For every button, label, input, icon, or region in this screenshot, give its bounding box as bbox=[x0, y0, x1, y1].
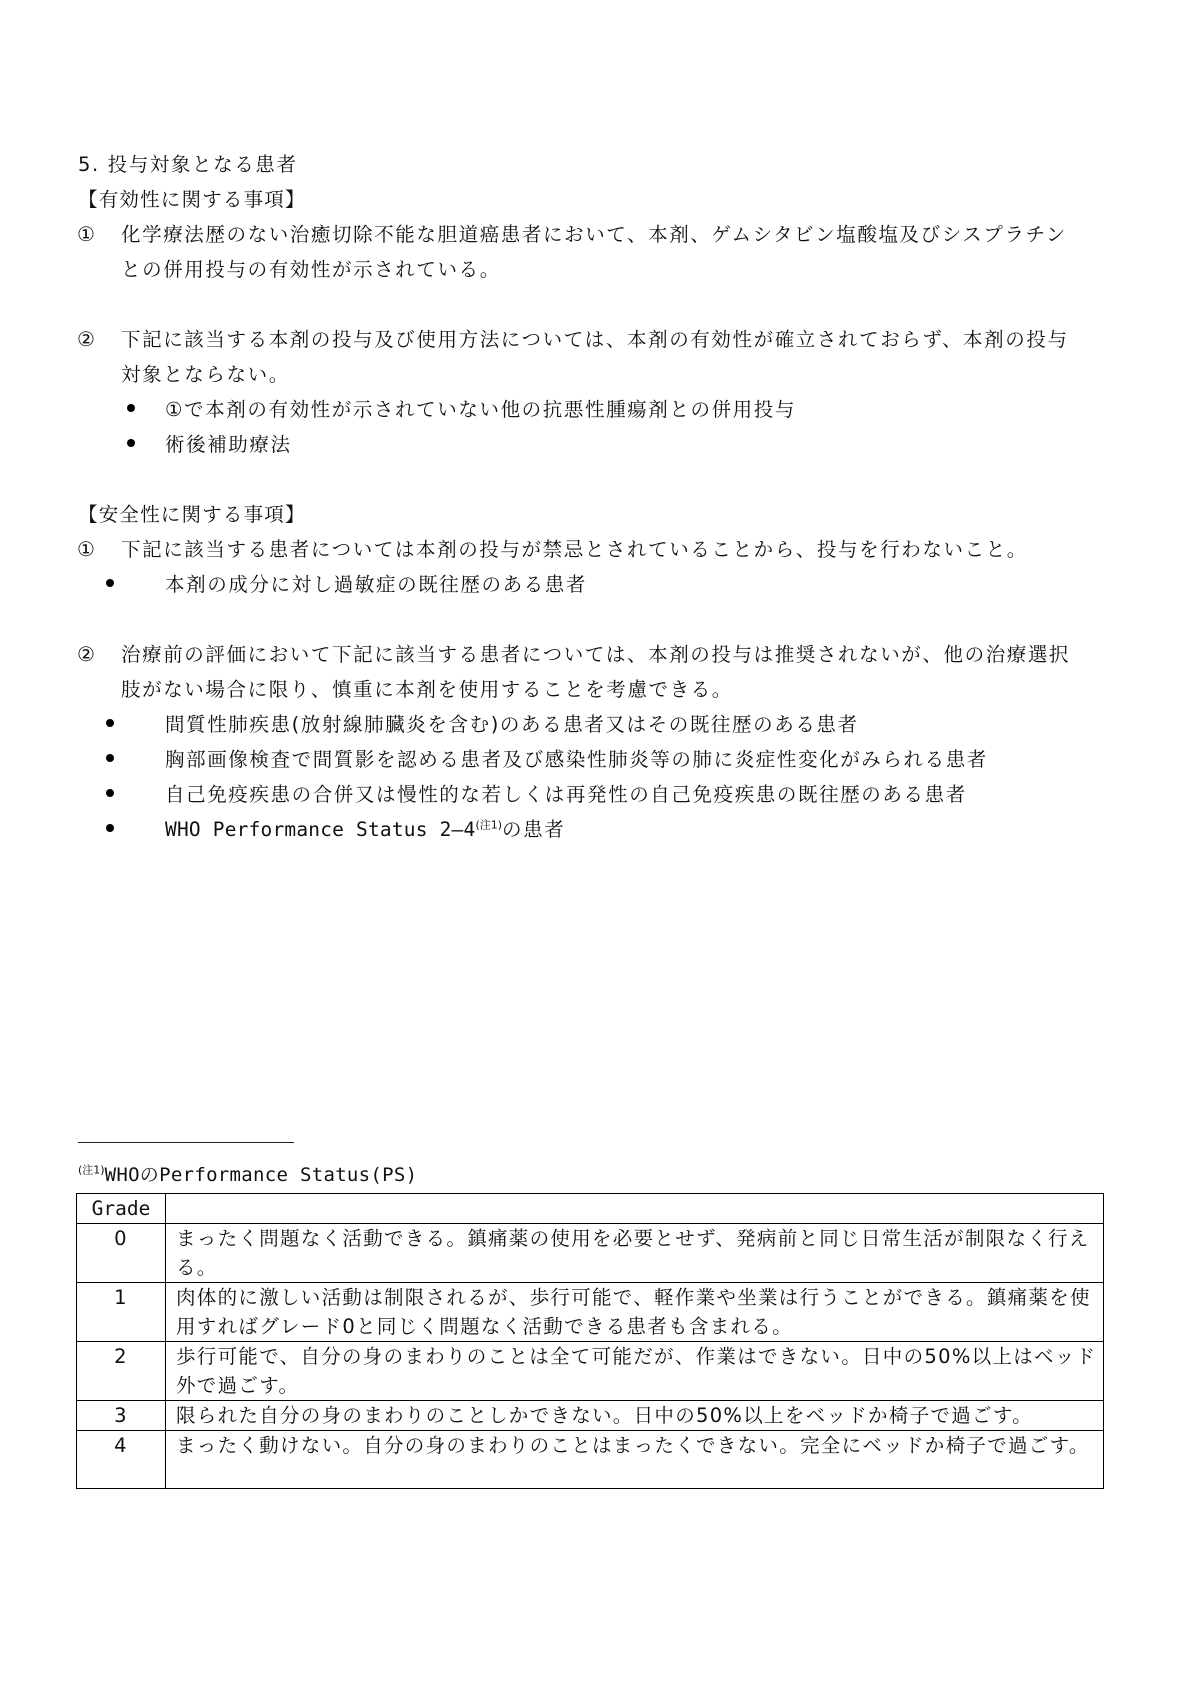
table-row bbox=[77, 1283, 1104, 1342]
grade-cell: 3 bbox=[77, 1401, 166, 1431]
efficacy-item-1-line-1: 化学療法歴のない治癒切除不能な胆道癌患者において、本剤、ゲムシタビン塩酸塩及びシスプラチン bbox=[121, 223, 1067, 246]
grade-cell: 4 bbox=[77, 1431, 166, 1489]
description-cell: まったく問題なく活動できる。鎮痛薬の使用を必要とせず、発病前と同じ日常生活が制限なく行える。 bbox=[166, 1224, 1104, 1283]
description-cell: 歩行可能で、自分の身のまわりのことは全て可能だが、作業はできない。日中の50%以上はベッド外で過ごす。 bbox=[166, 1342, 1104, 1401]
table-row bbox=[77, 1224, 1104, 1283]
section-title: 5. 投与対象となる患者 bbox=[78, 153, 298, 176]
efficacy-item-2-line-1: 下記に該当する本剤の投与及び使用方法については、本剤の有効性が確立されておらず、本剤の投与 bbox=[121, 328, 1069, 351]
efficacy-item-2-line-2: 対象とならない。 bbox=[121, 363, 290, 386]
footnote-separator bbox=[78, 1142, 294, 1143]
performance-status-table bbox=[76, 1193, 1104, 1489]
safety-heading: 【安全性に関する事項】 bbox=[78, 503, 306, 526]
bullet-icon bbox=[106, 789, 114, 797]
table-row bbox=[77, 1342, 1104, 1401]
safety-item-2-bullet-2: 胸部画像検査で間質影を認める患者及び感染性肺炎等の肺に炎症性変化がみられる患者 bbox=[165, 748, 988, 771]
item-marker: ① bbox=[77, 222, 95, 246]
efficacy-heading: 【有効性に関する事項】 bbox=[78, 188, 306, 211]
footnote-title-text: WHOのPerformance Status(PS) bbox=[104, 1164, 418, 1186]
table-row bbox=[77, 1431, 1104, 1489]
safety-item-2-line-1: 治療前の評価において下記に該当する患者については、本剤の投与は推奨されないが、他の治療選択 bbox=[121, 643, 1071, 666]
efficacy-item-1-line-2: との併用投与の有効性が示されている。 bbox=[121, 258, 501, 281]
item-marker: ② bbox=[77, 642, 95, 666]
grade-cell: 0 bbox=[77, 1224, 166, 1283]
item-marker: ② bbox=[77, 327, 95, 351]
safety-item-2-bullet-4 bbox=[165, 812, 565, 847]
bullet-icon bbox=[127, 439, 135, 447]
bullet-icon bbox=[106, 824, 114, 832]
footnote-marker: (注1) bbox=[78, 1163, 105, 1177]
table-row bbox=[77, 1401, 1104, 1431]
grade-cell: 2 bbox=[77, 1342, 166, 1401]
table-header-row bbox=[77, 1194, 1104, 1224]
footnote-title bbox=[78, 1160, 417, 1190]
safety-item-1-line-1: 下記に該当する患者については本剤の投与が禁忌とされていることから、投与を行わないこと。 bbox=[121, 538, 1028, 561]
bullet-icon bbox=[106, 754, 114, 762]
ps-text: WHO Performance Status 2―4 bbox=[165, 818, 476, 841]
efficacy-bullet-1: ①で本剤の有効性が示されていない他の抗悪性腫瘍剤との併用投与 bbox=[165, 398, 796, 421]
description-header bbox=[166, 1194, 1104, 1224]
safety-item-2-bullet-1: 間質性肺疾患(放射線肺臓炎を含む)のある患者又はその既往歴のある患者 bbox=[165, 713, 859, 736]
safety-item-2-line-2: 肢がない場合に限り、慎重に本剤を使用することを考慮できる。 bbox=[121, 678, 733, 701]
description-cell: まったく動けない。自分の身のまわりのことはまったくできない。完全にベッドか椅子で過ごす。 bbox=[166, 1431, 1104, 1489]
ps-suffix: の患者 bbox=[502, 818, 566, 841]
bullet-icon bbox=[106, 719, 114, 727]
grade-cell: 1 bbox=[77, 1283, 166, 1342]
description-cell: 肉体的に激しい活動は制限されるが、歩行可能で、軽作業や坐業は行うことができる。鎮痛薬を使用すればグレード0と同じく問題なく活動できる患者も含まれる。 bbox=[166, 1283, 1104, 1342]
safety-item-1-bullet-1: 本剤の成分に対し過敏症の既往歴のある患者 bbox=[165, 573, 588, 596]
bullet-icon bbox=[127, 404, 135, 412]
safety-item-2-bullet-3: 自己免疫疾患の合併又は慢性的な若しくは再発性の自己免疫疾患の既往歴のある患者 bbox=[165, 783, 967, 806]
bullet-icon bbox=[106, 579, 114, 587]
item-marker: ① bbox=[77, 537, 95, 561]
efficacy-bullet-2: 術後補助療法 bbox=[165, 433, 292, 456]
grade-header: Grade bbox=[77, 1194, 166, 1224]
footnote-ref: (注1) bbox=[475, 818, 503, 832]
description-cell: 限られた自分の身のまわりのことしかできない。日中の50%以上をベッドか椅子で過ごす。 bbox=[166, 1401, 1104, 1431]
